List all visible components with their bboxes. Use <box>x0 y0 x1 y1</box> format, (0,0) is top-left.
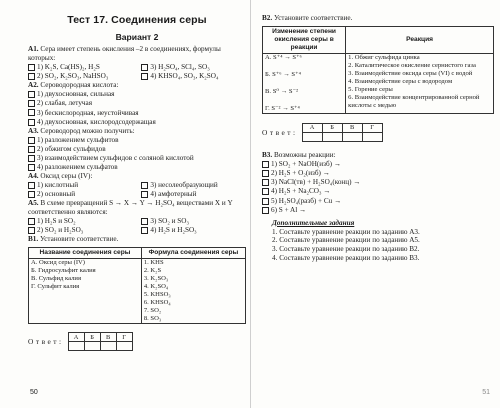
checkbox[interactable] <box>141 64 148 71</box>
b1-header-formulas: Формула соединения серы <box>141 248 245 259</box>
b1-name-a: А. Оксид серы (IV) <box>31 259 85 267</box>
b2-reaction-6: 6. Взаимодействие концентрированной серной кислоты с медью <box>348 94 480 110</box>
question-a2 <box>28 81 246 127</box>
b1-formula-5: 5. KHSO₃ <box>143 291 171 299</box>
a1-option-2[interactable]: 2) SO₂, K₂SO₃, NaHSO₃ <box>28 72 141 81</box>
answer-col-b: Б <box>322 123 342 132</box>
a4-option-4[interactable]: 4) амфотерный <box>141 190 246 199</box>
b3-option-6[interactable]: 6) S + Al → <box>262 206 494 215</box>
answer-input-b[interactable] <box>322 132 342 141</box>
b1-formulas-cell <box>141 259 245 324</box>
b3-option-3[interactable]: 3) NaCl(тв) + H₂SO₄(конц) → <box>262 178 494 187</box>
checkbox[interactable] <box>28 191 35 198</box>
b2-reaction-4: 4. Взаимодействие серы с водородом <box>348 77 453 85</box>
checkbox[interactable] <box>141 227 148 234</box>
question-a2-number: А2. <box>28 81 39 90</box>
checkbox[interactable] <box>262 207 269 214</box>
b2-change-d: Г. S⁻² → S⁺⁴ <box>265 104 300 112</box>
b2-reactions-cell <box>346 53 494 113</box>
question-a2-text: Сероводородная кислота: <box>40 81 119 90</box>
question-a5 <box>28 199 246 235</box>
question-b2-text: Установите соответствие. <box>273 14 353 22</box>
b2-answer-row <box>262 123 494 142</box>
b2-reaction-2: 2. Каталитическое окисление сернистого газа <box>348 61 476 69</box>
b1-name-d: Г. Сульфит калия <box>31 283 80 291</box>
a2-option-4[interactable]: 4) двухосновная, кислородсодержащая <box>28 118 246 127</box>
a4-option-2[interactable]: 2) основный <box>28 190 141 199</box>
question-b2 <box>262 14 494 114</box>
page-number-right: 51 <box>482 389 490 397</box>
question-b1-text: Установите соответствие. <box>39 235 119 244</box>
b2-change-b: Б. S⁺⁶ → S⁺⁴ <box>265 70 301 78</box>
question-b3-text: Возможны реакции: <box>273 150 336 159</box>
b2-header-reactions: Реакция <box>346 26 494 53</box>
checkbox[interactable] <box>28 109 35 116</box>
question-a5-text: В схеме превращений S → X → Y → H₂SO₄ веществами X и Y соответственно являются: <box>28 199 233 217</box>
b1-answer-table <box>68 332 133 351</box>
answer-input-b[interactable] <box>84 342 100 351</box>
extra-task-3: 3. Составьте уравнение реакции по заданию В2. <box>272 245 420 254</box>
b1-name-b: Б. Гидросульфит калия <box>31 267 96 275</box>
question-a1-text: Сера имеет степень окисления –2 в соединениях, формулы которых: <box>28 45 221 63</box>
b3-option-4[interactable]: 4) H₂S + Na₂CO₃ → <box>262 187 494 196</box>
extra-task-1: 1. Составьте уравнение реакции по заданию А3. <box>272 227 420 236</box>
b2-answer-table <box>302 123 383 142</box>
a5-option-4[interactable]: 4) H₂S и H₂SO₃ <box>141 226 246 235</box>
question-a3-text: Сероводород можно получить: <box>40 126 135 135</box>
b2-reaction-3: 3. Взаимодействие оксида серы (VI) с водой <box>348 69 473 77</box>
checkbox[interactable] <box>28 146 35 153</box>
b1-formula-4: 4. K₂SO₄ <box>143 283 169 291</box>
question-a4-text: Оксид серы (IV): <box>40 172 93 181</box>
page-number-left: 50 <box>30 389 38 397</box>
checkbox[interactable] <box>141 218 148 225</box>
checkbox[interactable] <box>28 91 35 98</box>
b2-reaction-5: 5. Горение серы <box>348 86 393 93</box>
a1-option-3[interactable]: 3) H₂SO₄, SCl₄, SO₃ <box>141 63 246 72</box>
checkbox[interactable] <box>141 73 148 80</box>
checkbox[interactable] <box>28 182 35 189</box>
question-a1-number: А1. <box>28 45 39 54</box>
answer-col-c: В <box>100 333 116 342</box>
b2-change-a: А. S⁺⁴ → S⁺⁶ <box>265 53 302 61</box>
checkbox[interactable] <box>28 164 35 171</box>
checkbox[interactable] <box>141 182 148 189</box>
checkbox[interactable] <box>28 73 35 80</box>
a4-option-1[interactable]: 1) кислотный <box>28 181 141 190</box>
checkbox[interactable] <box>28 155 35 162</box>
checkbox[interactable] <box>28 64 35 71</box>
answer-label: Ответ: <box>262 127 298 137</box>
checkbox[interactable] <box>262 161 269 168</box>
a1-option-4[interactable]: 4) KHSO₄, SO₃, K₂SO₄ <box>141 72 246 81</box>
a4-option-3[interactable]: 3) несолеобразующий <box>141 181 246 190</box>
variant-heading: Вариант 2 <box>115 31 159 42</box>
b1-names-cell <box>29 259 142 324</box>
b1-formula-8: 8. SO₃ <box>143 315 162 323</box>
question-b1 <box>28 235 246 324</box>
answer-input-c[interactable] <box>100 342 116 351</box>
b2-reaction-1: 1. Обжиг сульфида цинка <box>348 53 420 61</box>
checkbox[interactable] <box>262 198 269 205</box>
a3-option-2[interactable]: 2) обжигом сульфидов <box>28 145 246 154</box>
b3-option-5[interactable]: 5) H₂SO₄(разб) + Cu → <box>262 196 494 205</box>
answer-label: Ответ: <box>28 337 64 347</box>
b1-formula-1: 1. KHS <box>143 259 164 267</box>
answer-col-b: Б <box>84 333 100 342</box>
a2-option-1[interactable]: 1) двухосновная, сильная <box>28 90 246 99</box>
b2-change-c: В. S⁰ → S⁻² <box>265 87 299 95</box>
question-a4 <box>28 172 246 199</box>
checkbox[interactable] <box>28 227 35 234</box>
right-page <box>250 0 500 408</box>
a3-option-3[interactable]: 3) взаимодействием сульфидов с соляной кислотой <box>28 154 246 163</box>
a3-option-4[interactable]: 4) разложением сульфатов <box>28 163 246 172</box>
b1-formula-3: 3. K₂SO₃ <box>143 275 169 283</box>
answer-input-a[interactable] <box>68 342 84 351</box>
checkbox[interactable] <box>28 100 35 107</box>
b1-answer-row <box>28 332 246 351</box>
question-b1-number: В1. <box>28 235 39 244</box>
a1-option-1[interactable]: 1) K₂S, Ca(HS)₂, H₂S <box>28 63 141 72</box>
a5-option-2[interactable]: 2) SO₂ и H₂SO₃ <box>28 226 141 235</box>
b2-changes-cell <box>263 53 346 113</box>
b3-option-2[interactable]: 2) H₂S + O₂(изб) → <box>262 169 494 178</box>
extra-task-4: 4. Составьте уравнение реакции по заданию В3. <box>272 253 420 262</box>
checkbox[interactable] <box>262 170 269 177</box>
question-a3 <box>28 127 246 173</box>
checkbox[interactable] <box>28 137 35 144</box>
question-b3-number: В3. <box>262 150 273 159</box>
a2-option-3[interactable]: 3) бескислородная, неустойчивая <box>28 108 246 117</box>
answer-input-a[interactable] <box>302 132 322 141</box>
answer-col-c: В <box>342 123 362 132</box>
answer-input-d[interactable] <box>362 132 382 141</box>
b1-matching-table <box>28 247 246 324</box>
checkbox[interactable] <box>141 191 148 198</box>
answer-col-d: Г <box>116 333 132 342</box>
checkbox[interactable] <box>262 179 269 186</box>
a5-option-1[interactable]: 1) H₂S и SO₂ <box>28 217 141 226</box>
question-b3 <box>262 151 494 215</box>
b2-matching-table <box>262 26 494 114</box>
b3-option-1[interactable]: 1) SO₂ + NaOH(изб) → <box>262 160 494 169</box>
b1-formula-7: 7. SO₂ <box>143 307 162 315</box>
checkbox[interactable] <box>28 119 35 126</box>
question-a3-number: А3. <box>28 126 39 135</box>
answer-input-c[interactable] <box>342 132 362 141</box>
question-a5-number: А5. <box>28 199 39 208</box>
extra-tasks-title: Дополнительные задания <box>272 218 355 227</box>
answer-input-d[interactable] <box>116 342 132 351</box>
b1-formula-2: 2. K₂S <box>143 267 162 275</box>
extra-task-2: 2. Составьте уравнение реакции по заданию А5. <box>272 236 420 245</box>
question-a4-number: А4. <box>28 172 39 181</box>
right-column <box>262 14 494 263</box>
b1-formula-6: 6. KHSO₄ <box>143 299 171 307</box>
a3-option-1[interactable]: 1) разложением сульфитов <box>28 136 246 145</box>
checkbox[interactable] <box>262 188 269 195</box>
answer-col-d: Г <box>362 123 382 132</box>
left-column <box>28 14 246 351</box>
b1-name-c: В. Сульфид калия <box>31 275 81 283</box>
a5-option-3[interactable]: 3) SO₂ и SO₃ <box>141 217 246 226</box>
question-b2-number: В2. <box>262 14 273 22</box>
answer-col-a: А <box>68 333 84 342</box>
test-title: Тест 17. Соединения серы <box>67 14 207 26</box>
question-a1 <box>28 45 246 81</box>
answer-col-a: А <box>302 123 322 132</box>
b1-header-names: Название соединения серы <box>29 248 142 259</box>
b2-header-changes: Изменение степени окисления серы в реакции <box>263 26 346 53</box>
checkbox[interactable] <box>28 218 35 225</box>
a2-option-2[interactable]: 2) слабая, летучая <box>28 99 246 108</box>
